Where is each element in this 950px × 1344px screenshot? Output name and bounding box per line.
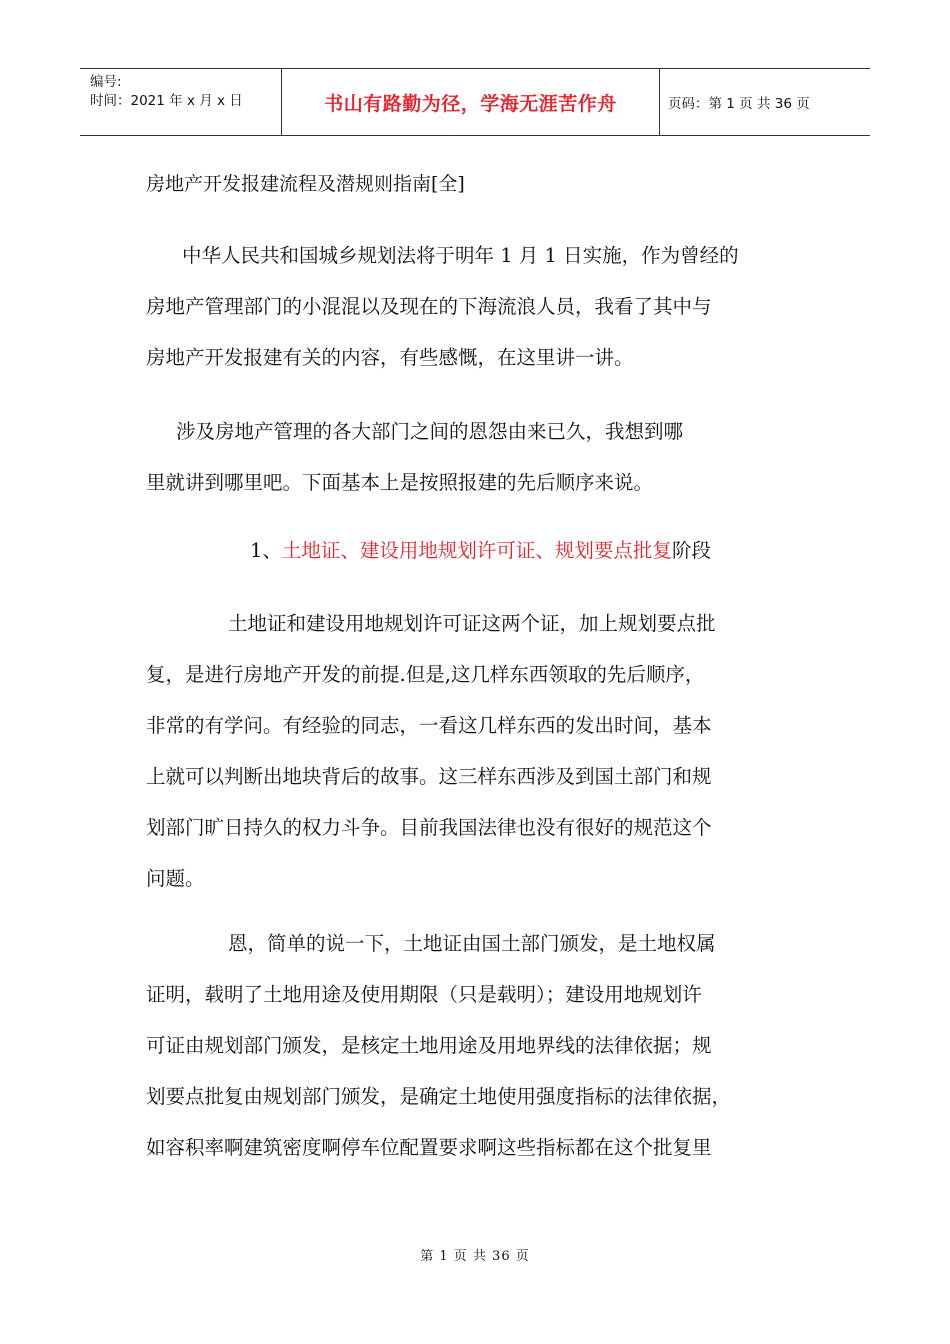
paragraph-line: 非常的有学问。有经验的同志，一看这几样东西的发出时间，基本 [146, 714, 712, 737]
paragraph-4-cont [146, 969, 811, 1173]
paragraph-line: 房地产开发报建有关的内容，有些感慨，在这里讲一讲。 [146, 346, 634, 369]
paragraph-line: 复，是进行房地产开发的前提.但是,这几样东西领取的先后顺序， [146, 663, 705, 686]
header-meta-cell [80, 69, 282, 135]
paragraph-line: 划要点批复由规划部门颁发，是确定土地使用强度指标的法律依据， [146, 1085, 732, 1108]
section-number: 1、 [250, 539, 282, 562]
section-highlight: 土地证、建设用地规划许可证、规划要点批复 [281, 539, 672, 562]
paragraph-3-cont [146, 649, 811, 904]
paragraph-line: 证明，载明了土地用途及使用期限（只是载明）；建设用地规划许 [146, 983, 702, 1006]
header-motto: 书山有路勤为径，学海无涯苦作舟 [282, 69, 660, 135]
paragraph-line: 划部门旷日持久的权力斗争。目前我国法律也没有很好的规范这个 [146, 816, 712, 839]
page-footer: 第 1 页 共 36 页 [420, 1249, 530, 1264]
paragraph-1 [146, 230, 811, 281]
paragraph-2 [146, 406, 811, 457]
paragraph-line: 中华人民共和国城乡规划法将于明年 1 月 1 日实施，作为曾经的 [182, 244, 739, 267]
paragraph-3 [146, 598, 811, 649]
paragraph-line: 里就讲到哪里吧。下面基本上是按照报建的先后顺序来说。 [146, 471, 654, 494]
paragraph-4 [146, 918, 811, 969]
date-label: 时间：2021 年 x 月 x 日 [90, 93, 243, 109]
paragraph-1-cont [146, 281, 811, 383]
section-suffix: 阶段 [671, 539, 711, 562]
header-page-info: 页码：第 1 页 共 36 页 [668, 96, 810, 112]
paragraph-line: 如容积率啊建筑密度啊停车位配置要求啊这些指标都在这个批复里 [146, 1136, 712, 1159]
paragraph-line: 恩，简单的说一下，土地证由国土部门颁发，是土地权属 [228, 932, 716, 955]
document-title: 房地产开发报建流程及潜规则指南[全] [146, 173, 465, 195]
paragraph-line: 问题。 [146, 867, 205, 890]
serial-label: 编号: [90, 74, 122, 90]
paragraph-line: 涉及房地产管理的各大部门之间的恩怨由来已久，我想到哪 [176, 420, 684, 443]
paragraph-line: 土地证和建设用地规划许可证这两个证，加上规划要点批 [228, 612, 716, 635]
paragraph-line: 可证由规划部门颁发，是核定土地用途及用地界线的法律依据；规 [146, 1034, 712, 1057]
paragraph-line: 房地产管理部门的小混混以及现在的下海流浪人员，我看了其中与 [146, 295, 712, 318]
section-heading [250, 525, 711, 576]
header-table [80, 68, 870, 136]
paragraph-2-cont [146, 457, 811, 508]
paragraph-line: 上就可以判断出地块背后的故事。这三样东西涉及到国土部门和规 [146, 765, 712, 788]
